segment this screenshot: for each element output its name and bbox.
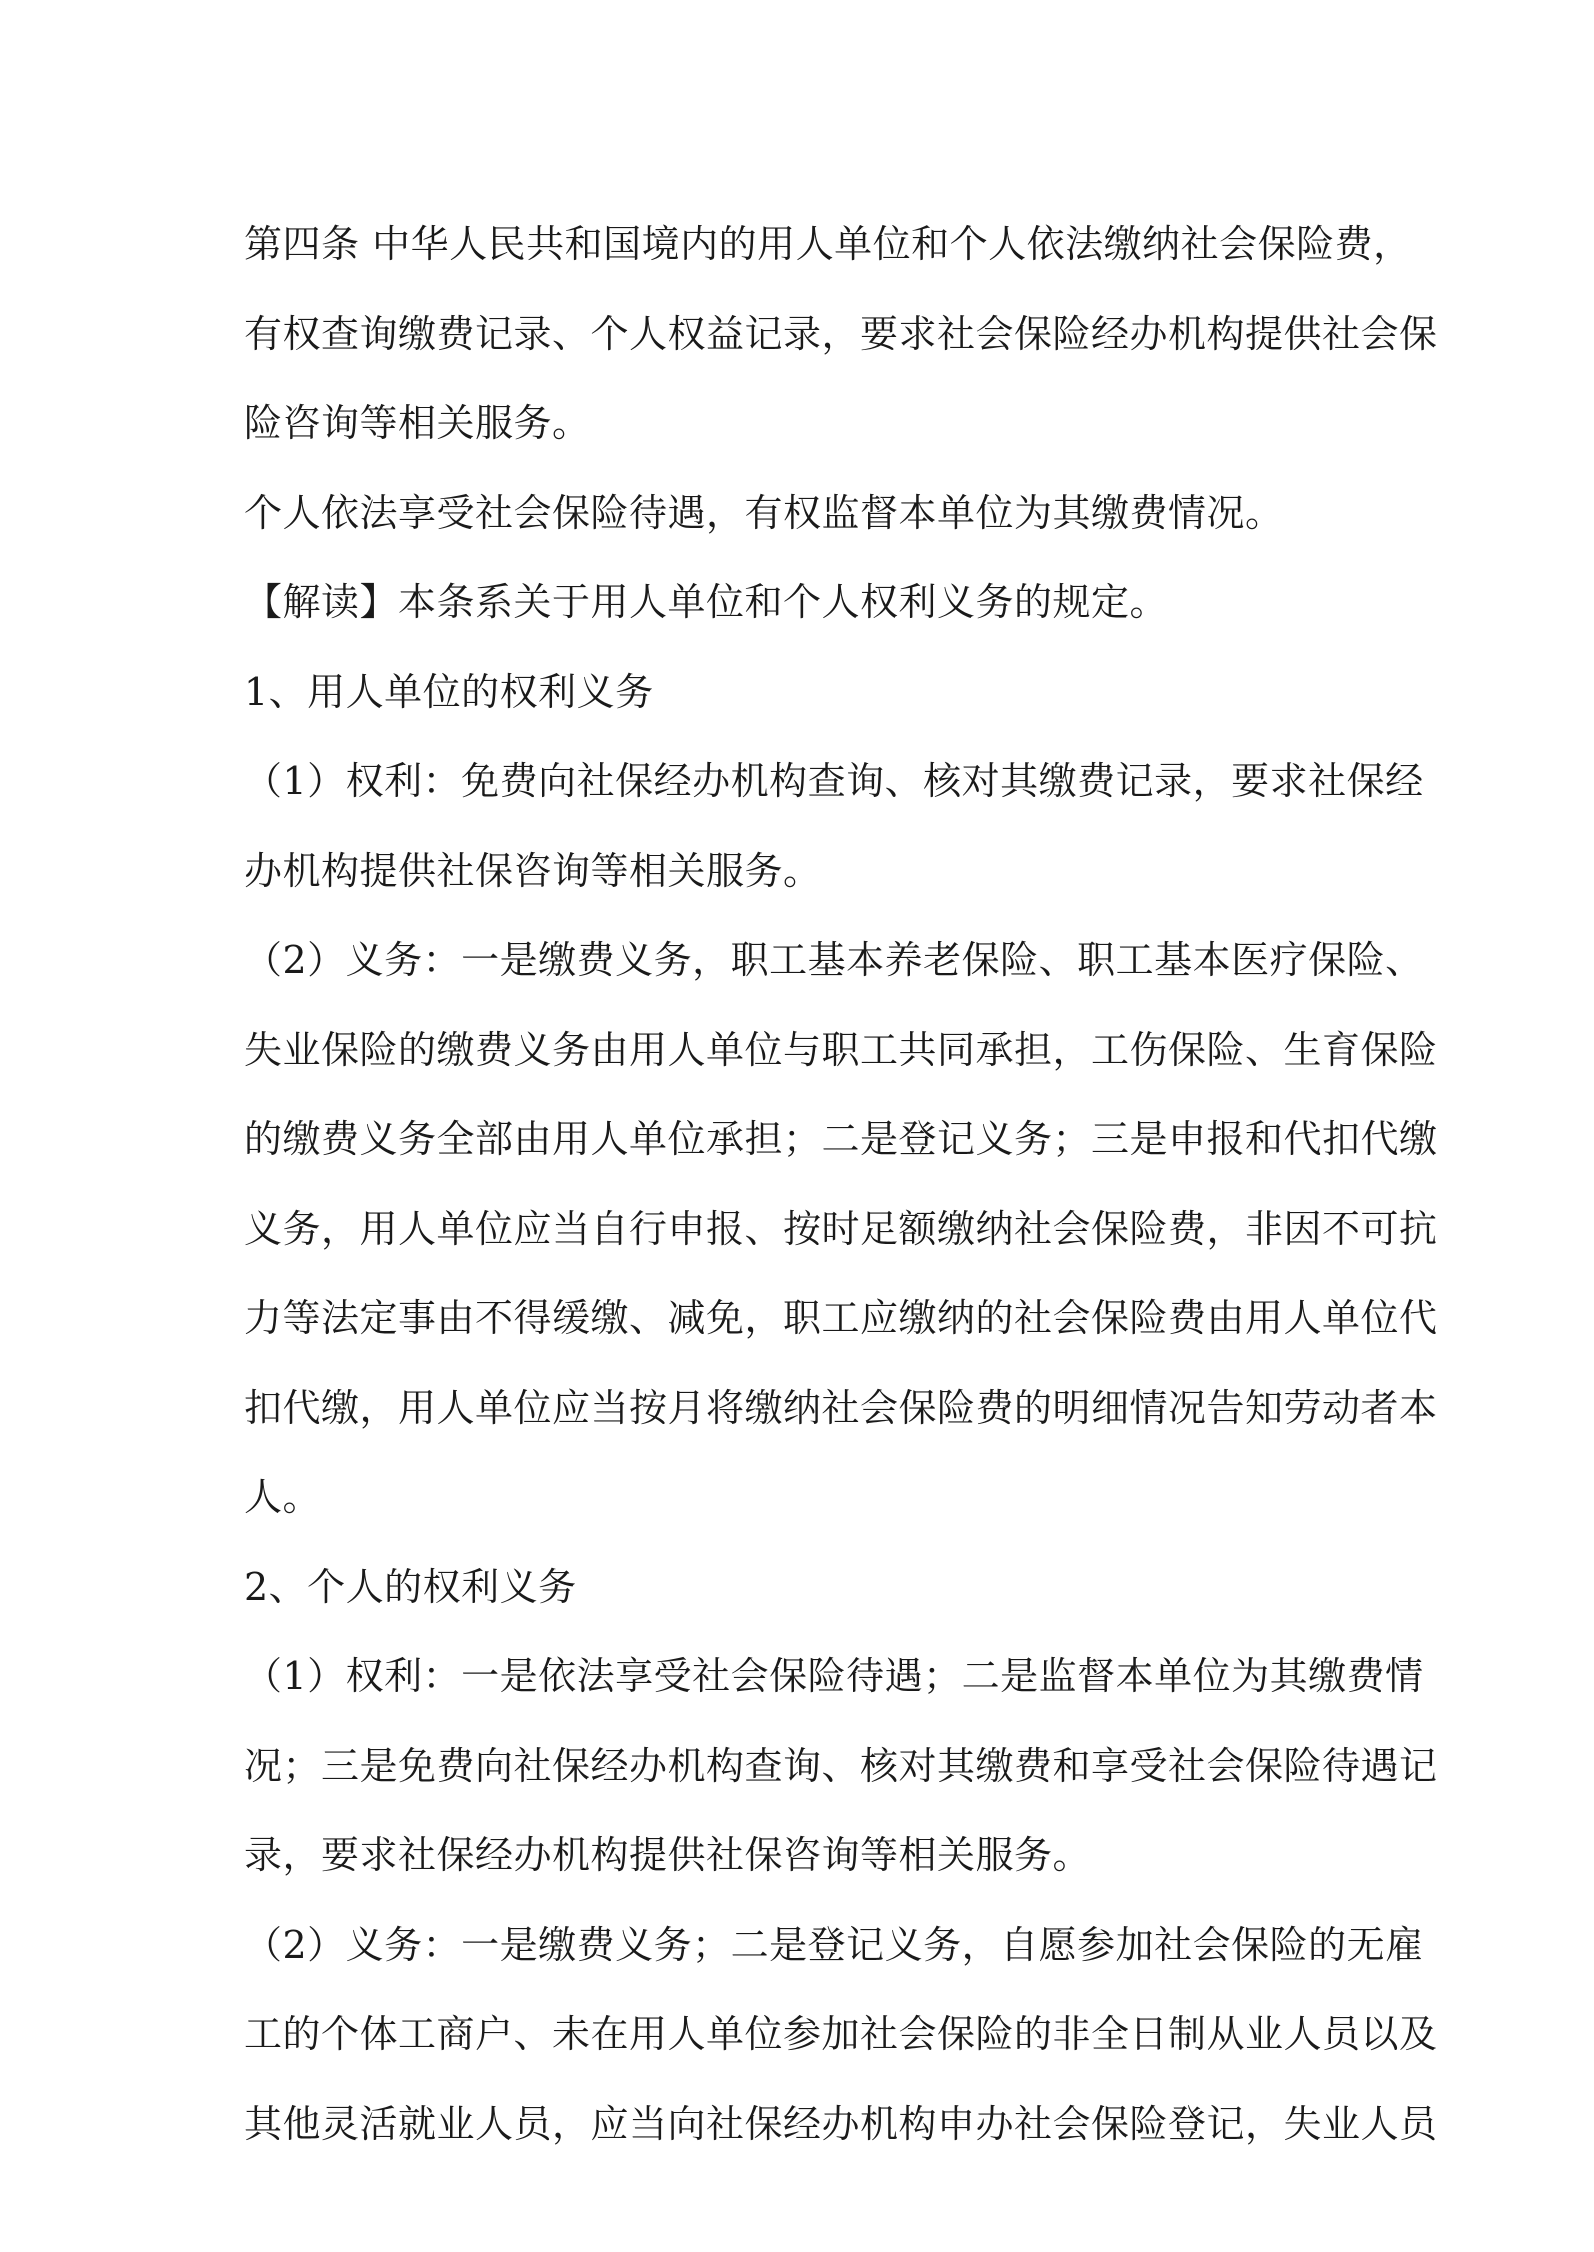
text-line: 扣代缴，用人单位应当按月将缴纳社会保险费的明细情况告知劳动者本 bbox=[244, 1385, 1438, 1430]
text-line: 义务，用人单位应当自行申报、按时足额缴纳社会保险费，非因不可抗 bbox=[244, 1206, 1438, 1251]
text-line: 的缴费义务全部由用人单位承担；二是登记义务；三是申报和代扣代缴 bbox=[244, 1117, 1438, 1161]
text-line: 办机构提供社保咨询等相关服务。 bbox=[244, 848, 822, 893]
text-line: 工的个体工商户、未在用人单位参加社会保险的非全日制从业人员以及 bbox=[244, 2012, 1438, 2056]
text-line: 其他灵活就业人员，应当向社保经办机构申办社会保险登记，失业人员 bbox=[244, 2101, 1438, 2146]
document-body bbox=[244, 200, 1438, 2169]
text-line: （2）义务：一是缴费义务；二是登记义务，自愿参加社会保险的无雇 bbox=[244, 1922, 1424, 1967]
text-line: 1、用人单位的权利义务 bbox=[244, 669, 654, 714]
text-line: 录，要求社保经办机构提供社保咨询等相关服务。 bbox=[244, 1833, 1092, 1877]
text-line: 第四条 中华人民共和国境内的用人单位和个人依法缴纳社会保险费， bbox=[244, 222, 1412, 266]
text-line: 有权查询缴费记录、个人权益记录，要求社会保险经办机构提供社会保 bbox=[244, 311, 1438, 356]
text-line: 2、个人的权利义务 bbox=[244, 1564, 577, 1609]
text-line: 况；三是免费向社保经办机构查询、核对其缴费和享受社会保险待遇记 bbox=[244, 1743, 1438, 1788]
text-line: （1）权利：一是依法享受社会保险待遇；二是监督本单位为其缴费情 bbox=[244, 1654, 1424, 1698]
text-line: 险咨询等相关服务。 bbox=[244, 401, 591, 445]
text-line: 个人依法享受社会保险待遇，有权监督本单位为其缴费情况。 bbox=[244, 490, 1284, 535]
text-line: 【解读】本条系关于用人单位和个人权利义务的规定。 bbox=[244, 580, 1169, 624]
text-line: （1）权利：免费向社保经办机构查询、核对其缴费记录，要求社保经 bbox=[244, 759, 1424, 803]
text-line: 力等法定事由不得缓缴、减免，职工应缴纳的社会保险费由用人单位代 bbox=[244, 1296, 1438, 1340]
text-line: 失业保险的缴费义务由用人单位与职工共同承担，工伤保险、生育保险 bbox=[244, 1027, 1438, 1072]
text-line: （2）义务：一是缴费义务，职工基本养老保险、职工基本医疗保险、 bbox=[244, 938, 1424, 982]
text-line: 人。 bbox=[244, 1475, 322, 1519]
